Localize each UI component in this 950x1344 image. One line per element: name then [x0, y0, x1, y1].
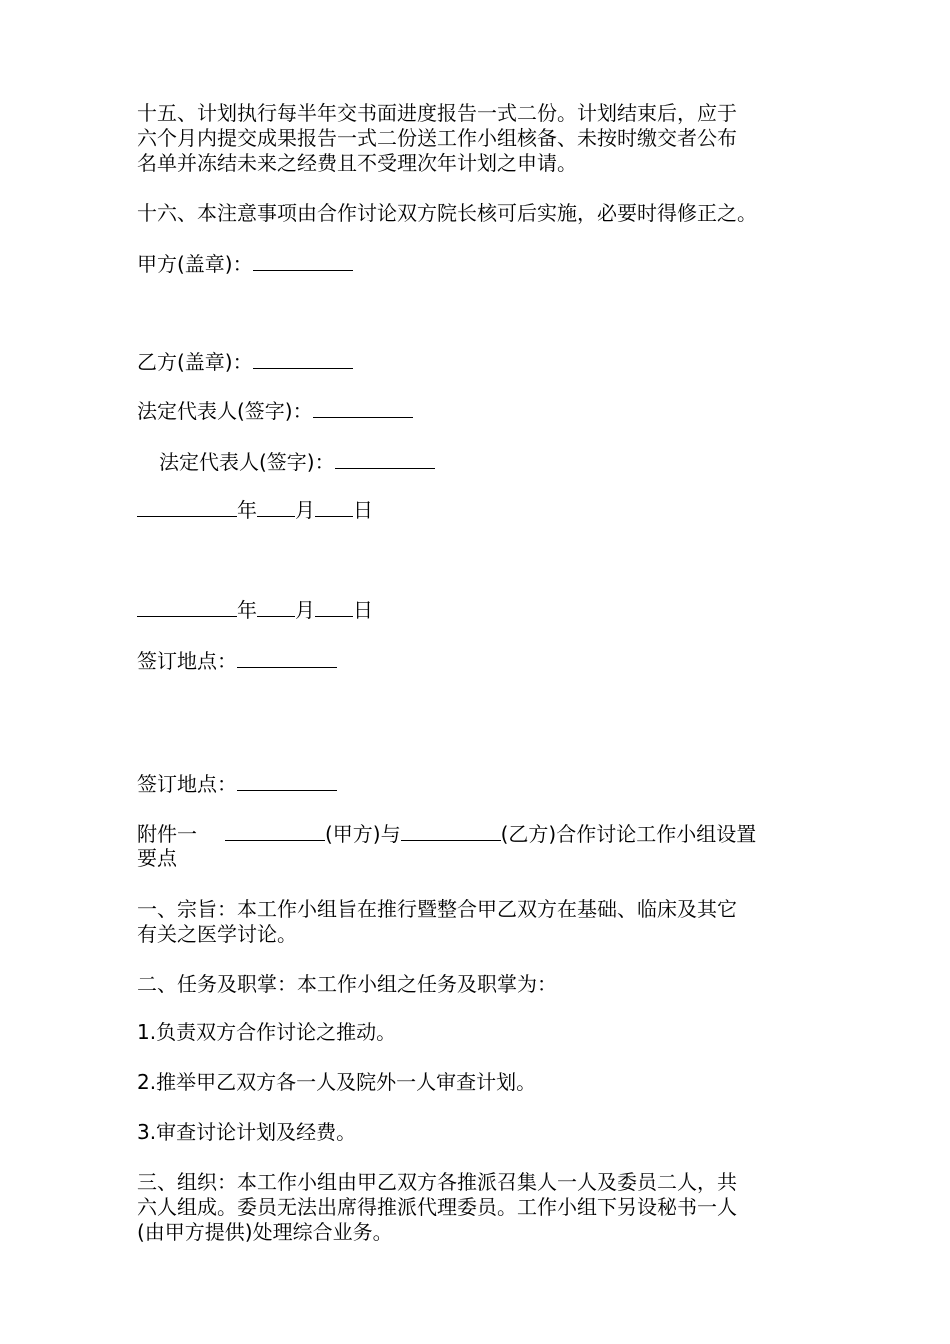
date-line-2: [137, 598, 373, 622]
signing-place-line-1: [137, 649, 337, 673]
month-label-1: 月: [295, 498, 315, 522]
signing-place-label-1: 签订地点：: [137, 649, 237, 673]
party-b-seal-blank: [253, 350, 353, 369]
attachment-title-line-2: 要点: [137, 846, 177, 870]
section-3-line-3: (由甲方提供)处理综合业务。: [137, 1220, 393, 1244]
date-line-1: [137, 498, 373, 522]
signing-place-label-2: 签订地点：: [137, 772, 237, 796]
section-1-line-2: 有关之医学讨论。: [137, 922, 297, 946]
list-item-3: 3.审查讨论计划及经费。: [137, 1120, 357, 1144]
section-3-line-1: 三、组织：本工作小组由甲乙双方各推派召集人一人及委员二人，共: [137, 1170, 737, 1194]
year-blank-1: [137, 498, 237, 517]
paragraph-15-line-1: 十五、计划执行每半年交书面进度报告一式二份。计划结束后，应于: [137, 101, 737, 125]
attachment-party-b-blank: [401, 822, 501, 841]
day-blank-2: [315, 598, 353, 617]
attachment-party-a-blank: [225, 822, 325, 841]
attachment-prefix: 附件一: [137, 822, 197, 846]
list-item-2: 2.推举甲乙双方各一人及院外一人审查计划。: [137, 1070, 537, 1094]
attachment-party-a-label: (甲方)与: [325, 822, 401, 846]
year-blank-2: [137, 598, 237, 617]
party-a-seal-line: [137, 252, 353, 276]
day-blank-1: [315, 498, 353, 517]
paragraph-15-line-3: 名单并冻结未来之经费且不受理次年计划之申请。: [137, 151, 577, 175]
legal-rep-label-1: 法定代表人(签字)：: [137, 399, 313, 423]
party-b-seal-line: [137, 350, 353, 374]
party-a-seal-label: 甲方(盖章)：: [137, 252, 253, 276]
paragraph-15-line-2: 六个月内提交成果报告一式二份送工作小组核备、未按时缴交者公布: [137, 126, 737, 150]
section-1-line-1: 一、宗旨：本工作小组旨在推行暨整合甲乙双方在基础、临床及其它: [137, 897, 737, 921]
year-label-1: 年: [237, 498, 257, 522]
legal-rep-blank-2: [335, 450, 435, 469]
month-blank-2: [257, 598, 295, 617]
year-label-2: 年: [237, 598, 257, 622]
month-label-2: 月: [295, 598, 315, 622]
month-blank-1: [257, 498, 295, 517]
legal-rep-line-1: [137, 399, 413, 423]
section-3-line-2: 六人组成。委员无法出席得推派代理委员。工作小组下另设秘书一人: [137, 1195, 737, 1219]
legal-rep-blank-1: [313, 399, 413, 418]
signing-place-blank-1: [237, 649, 337, 668]
day-label-1: 日: [353, 498, 373, 522]
paragraph-16: 十六、本注意事项由合作讨论双方院长核可后实施，必要时得修正之。: [137, 201, 757, 225]
legal-rep-line-2: [159, 450, 435, 474]
signing-place-blank-2: [237, 772, 337, 791]
party-b-seal-label: 乙方(盖章)：: [137, 350, 253, 374]
party-a-seal-blank: [253, 252, 353, 271]
day-label-2: 日: [353, 598, 373, 622]
attachment-title-line-1: [137, 822, 756, 846]
section-2: 二、任务及职掌：本工作小组之任务及职掌为：: [137, 972, 557, 996]
legal-rep-label-2: 法定代表人(签字)：: [159, 450, 335, 474]
signing-place-line-2: [137, 772, 337, 796]
attachment-party-b-label: (乙方)合作讨论工作小组设置: [500, 822, 757, 846]
list-item-1: 1.负责双方合作讨论之推动。: [137, 1020, 397, 1044]
